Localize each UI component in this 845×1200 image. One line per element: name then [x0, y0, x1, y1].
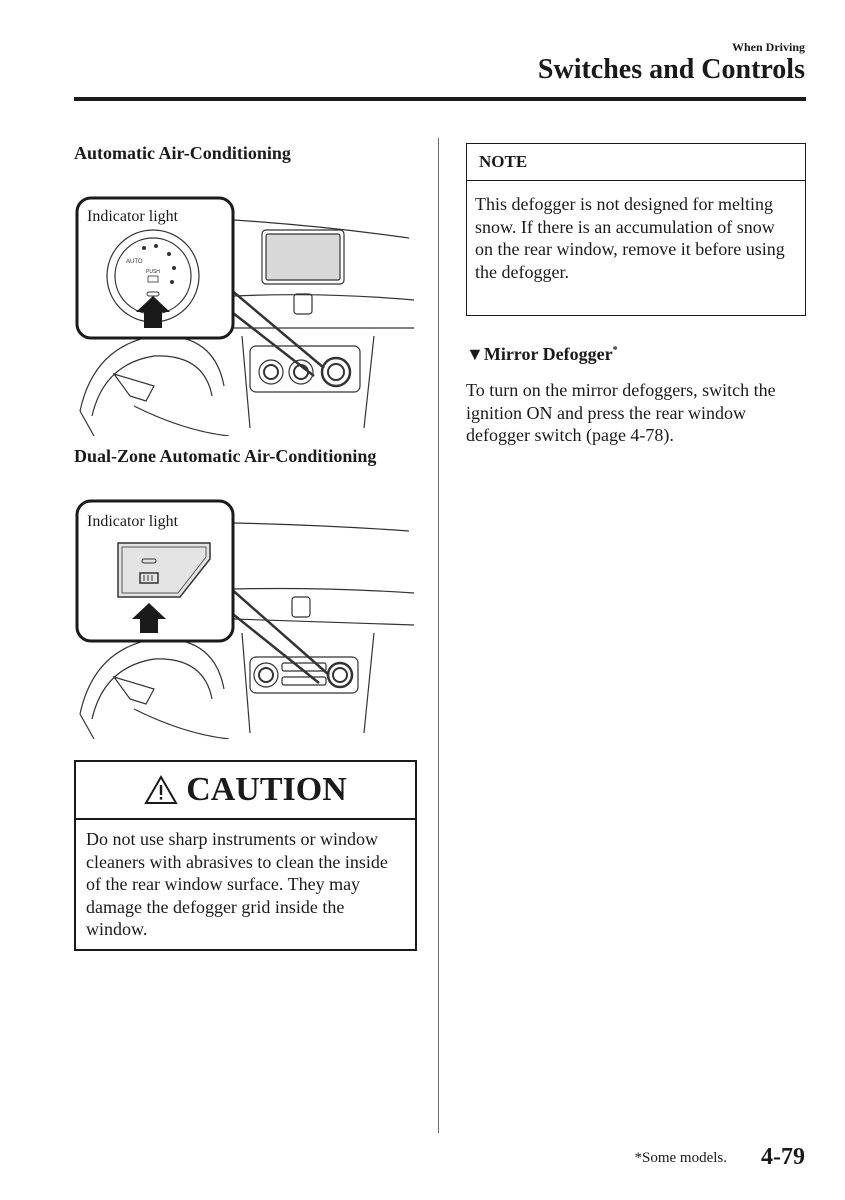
- note-text: This defogger is not designed for melting snow. If there is an accumulation of snow on the rear window, remove it before using the defogger.: [475, 194, 785, 282]
- mirror-defogger-heading-text: Mirror Defogger: [483, 344, 613, 364]
- page-number: 4-79: [761, 1144, 805, 1170]
- section-heading-automatic-ac: Automatic Air-Conditioning: [74, 143, 291, 163]
- mirror-defogger-text: To turn on the mirror defoggers, switch the ignition ON and press the rear window defogger switch (page 4-78).: [466, 380, 776, 445]
- note-box: [466, 143, 806, 316]
- warning-triangle-icon: [144, 775, 178, 805]
- note-heading: NOTE: [467, 144, 805, 181]
- header-rule: [74, 97, 806, 101]
- chapter-label: When Driving: [731, 40, 805, 54]
- section-marker-triangle-icon: ▼: [466, 344, 484, 364]
- caution-heading: CAUTION: [186, 771, 347, 808]
- caution-header: [76, 762, 415, 820]
- page-title: Switches and Controls: [537, 54, 805, 85]
- indicator-light-label-2: Indicator light: [87, 513, 179, 530]
- indicator-light-label-1: Indicator light: [87, 208, 179, 225]
- dial-auto-text: AUTO: [126, 259, 143, 265]
- dial-push-text: PUSH: [146, 269, 160, 275]
- footer-note: *Some models.: [634, 1150, 727, 1166]
- some-models-asterisk: *: [612, 345, 618, 356]
- dual-zone-ac-illustration: [74, 499, 419, 739]
- caution-box: [74, 760, 417, 951]
- column-divider: [438, 138, 439, 1133]
- caution-text: Do not use sharp instruments or window cleaners with abrasives to clean the inside of the rear window surface. They may damage the defogger grid inside the window.: [86, 829, 388, 939]
- automatic-ac-illustration: [74, 196, 419, 436]
- mirror-defogger-heading: [466, 344, 618, 365]
- section-heading-dual-zone-ac: Dual-Zone Automatic Air-Conditioning: [74, 446, 377, 466]
